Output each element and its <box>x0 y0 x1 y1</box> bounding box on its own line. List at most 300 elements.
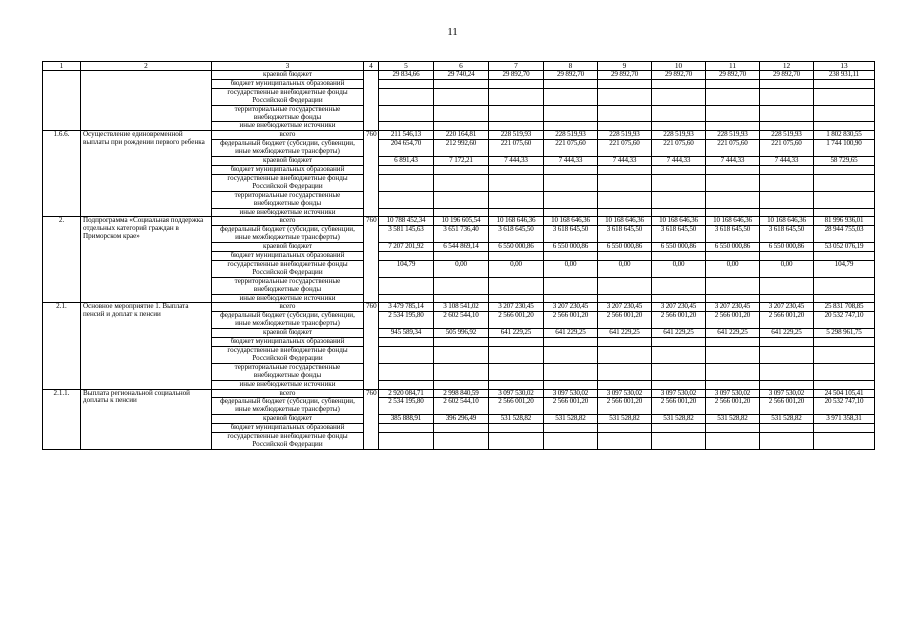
year-value-cell: 2 566 001,20 <box>598 398 652 415</box>
year-value-cell <box>706 105 760 122</box>
funding-source-cell: территориальные государственные внебюджетные фонды <box>212 277 364 294</box>
year-value-cell: 385 888,91 <box>379 415 434 424</box>
year-value-cell <box>706 122 760 131</box>
year-value-cell: 2 566 001,20 <box>544 312 598 329</box>
funding-source-cell: всего <box>212 303 364 312</box>
funding-source-cell: иные внебюджетные источники <box>212 294 364 303</box>
grbs-code-cell <box>364 71 379 131</box>
year-value-cell <box>598 433 652 450</box>
year-value-cell: 3 097 530,02 <box>598 389 652 398</box>
year-value-cell: 221 075,60 <box>706 140 760 157</box>
year-value-cell <box>489 252 544 261</box>
year-value-cell: 3 207 230,45 <box>706 303 760 312</box>
year-value-cell: 7 172,21 <box>434 157 489 166</box>
column-header: 1 <box>43 62 81 71</box>
year-value-cell <box>379 338 434 347</box>
year-value-cell <box>489 277 544 294</box>
year-value-cell: 945 589,34 <box>379 329 434 338</box>
table-row <box>43 389 875 398</box>
year-value-cell <box>706 294 760 303</box>
funding-source-cell: государственные внебюджетные фонды Российской Федерации <box>212 260 364 277</box>
year-value-cell <box>652 277 706 294</box>
year-value-cell <box>379 122 434 131</box>
year-value-cell <box>489 433 544 450</box>
total-value-cell: 24 504 105,41 <box>814 389 875 398</box>
year-value-cell <box>544 363 598 380</box>
total-value-cell: 81 996 936,01 <box>814 217 875 226</box>
year-value-cell: 7 207 201,92 <box>379 243 434 252</box>
year-value-cell <box>379 105 434 122</box>
year-value-cell: 29 892,70 <box>489 71 544 80</box>
year-value-cell <box>760 208 814 217</box>
year-value-cell <box>598 191 652 208</box>
year-value-cell: 29 892,70 <box>652 71 706 80</box>
total-value-cell: 3 971 358,31 <box>814 415 875 424</box>
year-value-cell: 7 444,33 <box>544 157 598 166</box>
year-value-cell <box>379 424 434 433</box>
year-value-cell <box>706 338 760 347</box>
year-value-cell <box>489 165 544 174</box>
year-value-cell <box>489 338 544 347</box>
year-value-cell <box>706 191 760 208</box>
page-number: 11 <box>447 26 458 38</box>
year-value-cell <box>706 424 760 433</box>
item-name-cell: Основное мероприятие 1. Выплата пенсий и доплат к пенсии <box>81 303 212 389</box>
year-value-cell: 10 168 646,36 <box>706 217 760 226</box>
year-value-cell: 2 920 084,71 <box>379 389 434 398</box>
year-value-cell: 0,00 <box>598 260 652 277</box>
year-value-cell: 3 108 541,02 <box>434 303 489 312</box>
year-value-cell: 10 168 646,36 <box>652 217 706 226</box>
year-value-cell: 3 097 530,02 <box>760 389 814 398</box>
total-value-cell <box>814 165 875 174</box>
column-header: 5 <box>379 62 434 71</box>
year-value-cell <box>652 191 706 208</box>
funding-source-cell: краевой бюджет <box>212 157 364 166</box>
funding-source-cell: федеральный бюджет (субсидии, субвенции, иные межбюджетные трансферты) <box>212 226 364 243</box>
year-value-cell <box>652 380 706 389</box>
year-value-cell: 6 544 869,14 <box>434 243 489 252</box>
column-header: 3 <box>212 62 364 71</box>
year-value-cell <box>760 252 814 261</box>
year-value-cell <box>652 105 706 122</box>
year-value-cell: 2 566 001,20 <box>652 398 706 415</box>
year-value-cell <box>760 79 814 88</box>
year-value-cell: 531 528,82 <box>544 415 598 424</box>
year-value-cell: 228 519,93 <box>489 131 544 140</box>
year-value-cell <box>434 191 489 208</box>
year-value-cell <box>598 347 652 364</box>
item-name-cell: Осуществление единовременной выплаты при рождении первого ребенка <box>81 131 212 217</box>
year-value-cell <box>379 294 434 303</box>
year-value-cell <box>652 433 706 450</box>
total-value-cell: 20 532 747,10 <box>814 312 875 329</box>
year-value-cell <box>706 88 760 105</box>
year-value-cell: 3 618 645,50 <box>760 226 814 243</box>
total-value-cell <box>814 252 875 261</box>
funding-source-cell: всего <box>212 131 364 140</box>
year-value-cell <box>706 174 760 191</box>
total-value-cell: 58 729,65 <box>814 157 875 166</box>
year-value-cell <box>544 174 598 191</box>
total-value-cell: 25 831 708,85 <box>814 303 875 312</box>
funding-source-cell: краевой бюджет <box>212 243 364 252</box>
year-value-cell <box>706 363 760 380</box>
year-value-cell <box>598 122 652 131</box>
funding-source-cell: краевой бюджет <box>212 329 364 338</box>
year-value-cell: 2 566 001,20 <box>706 398 760 415</box>
year-value-cell <box>489 424 544 433</box>
year-value-cell <box>379 79 434 88</box>
year-value-cell: 29 892,70 <box>706 71 760 80</box>
total-value-cell <box>814 79 875 88</box>
total-value-cell <box>814 380 875 389</box>
year-value-cell <box>434 122 489 131</box>
year-value-cell <box>544 191 598 208</box>
year-value-cell: 3 207 230,45 <box>489 303 544 312</box>
year-value-cell <box>598 424 652 433</box>
year-value-cell: 3 651 736,40 <box>434 226 489 243</box>
funding-source-cell: территориальные государственные внебюджетные фонды <box>212 363 364 380</box>
table-body <box>43 62 875 450</box>
year-value-cell <box>760 433 814 450</box>
year-value-cell <box>760 105 814 122</box>
year-value-cell <box>706 252 760 261</box>
year-value-cell <box>760 88 814 105</box>
column-header: 13 <box>814 62 875 71</box>
year-value-cell: 2 566 001,20 <box>760 312 814 329</box>
year-value-cell: 29 892,70 <box>598 71 652 80</box>
year-value-cell: 29 892,70 <box>544 71 598 80</box>
year-value-cell <box>598 79 652 88</box>
total-value-cell <box>814 363 875 380</box>
year-value-cell: 641 229,25 <box>652 329 706 338</box>
funding-source-cell: государственные внебюджетные фонды Российской Федерации <box>212 88 364 105</box>
year-value-cell <box>706 380 760 389</box>
year-value-cell <box>489 122 544 131</box>
column-header: 6 <box>434 62 489 71</box>
funding-source-cell: бюджет муниципальных образований <box>212 338 364 347</box>
year-value-cell <box>434 347 489 364</box>
year-value-cell <box>652 252 706 261</box>
year-value-cell <box>598 380 652 389</box>
column-header: 4 <box>364 62 379 71</box>
year-value-cell <box>652 208 706 217</box>
year-value-cell: 204 654,70 <box>379 140 434 157</box>
year-value-cell <box>489 294 544 303</box>
grbs-code-cell: 760 <box>364 389 379 449</box>
year-value-cell <box>760 294 814 303</box>
table-row <box>43 131 875 140</box>
year-value-cell: 29 740,24 <box>434 71 489 80</box>
year-value-cell <box>434 105 489 122</box>
year-value-cell <box>379 380 434 389</box>
year-value-cell <box>434 208 489 217</box>
total-value-cell: 5 298 961,75 <box>814 329 875 338</box>
year-value-cell <box>706 208 760 217</box>
year-value-cell <box>706 277 760 294</box>
year-value-cell: 531 528,82 <box>652 415 706 424</box>
year-value-cell <box>434 79 489 88</box>
year-value-cell <box>379 174 434 191</box>
total-value-cell <box>814 424 875 433</box>
year-value-cell <box>434 88 489 105</box>
year-value-cell: 0,00 <box>489 260 544 277</box>
year-value-cell <box>760 363 814 380</box>
year-value-cell: 7 444,33 <box>598 157 652 166</box>
year-value-cell: 2 998 840,59 <box>434 389 489 398</box>
year-value-cell <box>379 208 434 217</box>
year-value-cell: 0,00 <box>652 260 706 277</box>
total-value-cell <box>814 88 875 105</box>
year-value-cell <box>760 122 814 131</box>
year-value-cell <box>434 165 489 174</box>
total-value-cell: 238 931,11 <box>814 71 875 80</box>
year-value-cell <box>760 338 814 347</box>
year-value-cell <box>544 105 598 122</box>
year-value-cell <box>544 208 598 217</box>
year-value-cell <box>598 88 652 105</box>
year-value-cell <box>760 380 814 389</box>
total-value-cell: 104,79 <box>814 260 875 277</box>
funding-source-cell: иные внебюджетные источники <box>212 380 364 389</box>
year-value-cell: 10 168 646,36 <box>489 217 544 226</box>
year-value-cell: 641 229,25 <box>706 329 760 338</box>
year-value-cell: 7 444,33 <box>652 157 706 166</box>
year-value-cell: 220 164,81 <box>434 131 489 140</box>
column-header: 11 <box>706 62 760 71</box>
funding-source-cell: краевой бюджет <box>212 71 364 80</box>
funding-source-cell: государственные внебюджетные фонды Российской Федерации <box>212 174 364 191</box>
year-value-cell: 221 075,60 <box>598 140 652 157</box>
year-value-cell <box>544 433 598 450</box>
year-value-cell <box>598 165 652 174</box>
year-value-cell: 3 618 645,50 <box>706 226 760 243</box>
funding-source-cell: федеральный бюджет (субсидии, субвенции, иные межбюджетные трансферты) <box>212 140 364 157</box>
year-value-cell: 228 519,93 <box>652 131 706 140</box>
year-value-cell <box>760 191 814 208</box>
funding-source-cell: федеральный бюджет (субсидии, субвенции, иные межбюджетные трансферты) <box>212 398 364 415</box>
year-value-cell: 2 566 001,20 <box>489 312 544 329</box>
total-value-cell: 53 052 076,19 <box>814 243 875 252</box>
funding-source-cell: территориальные государственные внебюджетные фонды <box>212 105 364 122</box>
year-value-cell <box>544 88 598 105</box>
year-value-cell <box>598 363 652 380</box>
grbs-code-cell: 760 <box>364 303 379 389</box>
year-value-cell: 104,79 <box>379 260 434 277</box>
year-value-cell: 2 566 001,20 <box>598 312 652 329</box>
year-value-cell: 0,00 <box>434 260 489 277</box>
year-value-cell <box>489 79 544 88</box>
year-value-cell <box>544 79 598 88</box>
year-value-cell <box>379 252 434 261</box>
year-value-cell: 2 534 195,80 <box>379 312 434 329</box>
year-value-cell <box>379 88 434 105</box>
year-value-cell <box>598 294 652 303</box>
item-code-cell: 1.6.6. <box>43 131 81 217</box>
total-value-cell <box>814 208 875 217</box>
year-value-cell: 2 534 195,80 <box>379 398 434 415</box>
year-value-cell: 228 519,93 <box>544 131 598 140</box>
funding-source-cell: бюджет муниципальных образований <box>212 252 364 261</box>
year-value-cell: 531 528,82 <box>760 415 814 424</box>
year-value-cell: 641 229,25 <box>489 329 544 338</box>
year-value-cell: 531 528,82 <box>489 415 544 424</box>
year-value-cell: 6 550 000,86 <box>489 243 544 252</box>
year-value-cell <box>544 338 598 347</box>
year-value-cell <box>598 208 652 217</box>
year-value-cell: 0,00 <box>760 260 814 277</box>
item-code-cell: 2. <box>43 217 81 303</box>
year-value-cell <box>489 363 544 380</box>
funding-source-cell: государственные внебюджетные фонды Российской Федерации <box>212 347 364 364</box>
year-value-cell: 228 519,93 <box>706 131 760 140</box>
funding-source-cell: территориальные государственные внебюджетные фонды <box>212 191 364 208</box>
year-value-cell: 505 996,92 <box>434 329 489 338</box>
year-value-cell: 3 207 230,45 <box>760 303 814 312</box>
year-value-cell <box>652 122 706 131</box>
year-value-cell: 641 229,25 <box>598 329 652 338</box>
item-code-cell <box>43 71 81 131</box>
year-value-cell: 2 566 001,20 <box>652 312 706 329</box>
year-value-cell: 7 444,33 <box>706 157 760 166</box>
year-value-cell: 6 891,43 <box>379 157 434 166</box>
year-value-cell: 10 168 646,36 <box>598 217 652 226</box>
year-value-cell: 3 097 530,02 <box>544 389 598 398</box>
total-value-cell <box>814 347 875 364</box>
year-value-cell <box>652 294 706 303</box>
year-value-cell: 3 207 230,45 <box>544 303 598 312</box>
year-value-cell <box>379 277 434 294</box>
funding-source-cell: иные внебюджетные источники <box>212 208 364 217</box>
year-value-cell <box>598 338 652 347</box>
column-header: 12 <box>760 62 814 71</box>
column-header: 8 <box>544 62 598 71</box>
funding-source-cell: всего <box>212 389 364 398</box>
year-value-cell: 7 444,33 <box>489 157 544 166</box>
year-value-cell <box>598 174 652 191</box>
funding-source-cell: бюджет муниципальных образований <box>212 79 364 88</box>
year-value-cell: 10 168 646,36 <box>760 217 814 226</box>
year-value-cell: 211 546,13 <box>379 131 434 140</box>
year-value-cell: 641 229,25 <box>544 329 598 338</box>
year-value-cell <box>706 433 760 450</box>
year-value-cell <box>544 252 598 261</box>
year-value-cell <box>598 252 652 261</box>
total-value-cell <box>814 122 875 131</box>
year-value-cell: 3 618 645,50 <box>652 226 706 243</box>
year-value-cell <box>652 88 706 105</box>
year-value-cell: 6 550 000,86 <box>544 243 598 252</box>
year-value-cell <box>544 294 598 303</box>
year-value-cell: 3 479 785,14 <box>379 303 434 312</box>
column-header: 9 <box>598 62 652 71</box>
year-value-cell: 396 296,49 <box>434 415 489 424</box>
year-value-cell: 0,00 <box>544 260 598 277</box>
year-value-cell: 10 168 646,36 <box>544 217 598 226</box>
year-value-cell: 228 519,93 <box>760 131 814 140</box>
funding-source-cell: государственные внебюджетные фонды Российской Федерации <box>212 433 364 450</box>
year-value-cell <box>489 347 544 364</box>
column-header: 10 <box>652 62 706 71</box>
year-value-cell <box>652 79 706 88</box>
year-value-cell <box>760 277 814 294</box>
year-value-cell: 641 229,25 <box>760 329 814 338</box>
year-value-cell <box>652 338 706 347</box>
year-value-cell <box>652 347 706 364</box>
year-value-cell <box>544 122 598 131</box>
year-value-cell: 2 602 544,10 <box>434 312 489 329</box>
total-value-cell: 1 744 100,90 <box>814 140 875 157</box>
year-value-cell <box>489 174 544 191</box>
table-row <box>43 71 875 80</box>
budget-table <box>42 61 875 450</box>
total-value-cell <box>814 338 875 347</box>
year-value-cell <box>489 208 544 217</box>
year-value-cell <box>489 380 544 389</box>
column-header: 7 <box>489 62 544 71</box>
year-value-cell: 2 566 001,20 <box>544 398 598 415</box>
year-value-cell <box>434 424 489 433</box>
grbs-code-cell: 760 <box>364 217 379 303</box>
year-value-cell <box>489 105 544 122</box>
year-value-cell <box>544 165 598 174</box>
total-value-cell: 1 802 830,55 <box>814 131 875 140</box>
year-value-cell: 7 444,33 <box>760 157 814 166</box>
year-value-cell <box>706 79 760 88</box>
year-value-cell <box>652 424 706 433</box>
funding-source-cell: краевой бюджет <box>212 415 364 424</box>
year-value-cell <box>489 88 544 105</box>
column-number-header-row <box>43 62 875 71</box>
year-value-cell <box>652 363 706 380</box>
year-value-cell <box>544 277 598 294</box>
total-value-cell <box>814 191 875 208</box>
total-value-cell <box>814 174 875 191</box>
year-value-cell <box>706 165 760 174</box>
year-value-cell <box>760 165 814 174</box>
year-value-cell <box>760 174 814 191</box>
year-value-cell <box>434 363 489 380</box>
year-value-cell: 10 196 605,54 <box>434 217 489 226</box>
total-value-cell: 28 944 755,03 <box>814 226 875 243</box>
year-value-cell <box>379 363 434 380</box>
item-code-cell: 2.1. <box>43 303 81 389</box>
total-value-cell <box>814 105 875 122</box>
year-value-cell <box>706 347 760 364</box>
year-value-cell: 212 992,60 <box>434 140 489 157</box>
year-value-cell <box>434 252 489 261</box>
year-value-cell: 6 550 000,86 <box>598 243 652 252</box>
table-row <box>43 217 875 226</box>
item-name-cell <box>81 71 212 131</box>
total-value-cell <box>814 294 875 303</box>
year-value-cell <box>598 277 652 294</box>
year-value-cell: 3 618 645,50 <box>489 226 544 243</box>
year-value-cell: 221 075,60 <box>652 140 706 157</box>
year-value-cell: 228 519,93 <box>598 131 652 140</box>
item-name-cell: Выплата региональной социальной доплаты к пенсии <box>81 389 212 449</box>
year-value-cell: 3 097 530,02 <box>706 389 760 398</box>
year-value-cell: 3 097 530,02 <box>489 389 544 398</box>
year-value-cell: 6 550 000,86 <box>760 243 814 252</box>
year-value-cell: 221 075,60 <box>489 140 544 157</box>
column-header: 2 <box>81 62 212 71</box>
table-row <box>43 303 875 312</box>
year-value-cell <box>434 433 489 450</box>
year-value-cell: 531 528,82 <box>706 415 760 424</box>
funding-source-cell: федеральный бюджет (субсидии, субвенции, иные межбюджетные трансферты) <box>212 312 364 329</box>
